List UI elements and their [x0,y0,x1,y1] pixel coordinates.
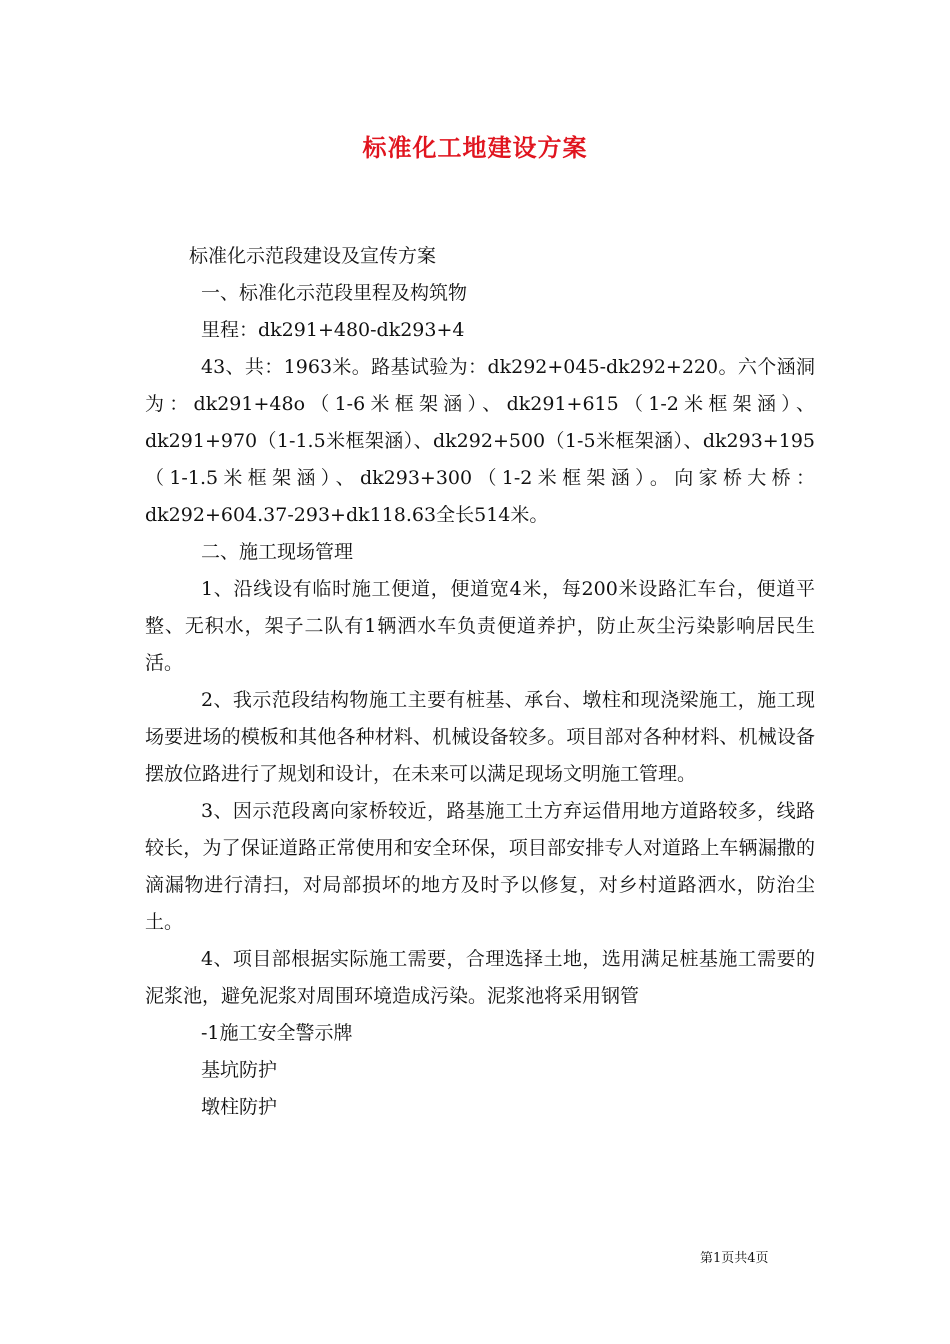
document-title: 标准化工地建设方案 [362,133,588,162]
list-line-warning-sign: -1施工安全警示牌 [201,1022,353,1044]
list-line-pier-protection: 墩柱防护 [201,1096,278,1118]
list-line-pit-protection: 基坑防护 [201,1059,278,1081]
section-heading-1: 一、标准化示范段里程及构筑物 [201,282,468,304]
mileage-line: 里程：dk291+480-dk293+4 [201,319,465,341]
structures-paragraph: 43、共：1963米。路基试验为：dk292+045-dk292+220。六个涵洞为：dk291+48o（1-6米框架涵）、dk291+615（1-2米框架涵）、dk291+970（1-1.5米框架涵）、dk292+500（1-5米框架涵）、dk293+195（1-1.5米框架涵）、dk293+300（1-2米框架涵）。向家桥大桥：dk292+604.37-293+dk118.63全长514米。 [145,356,815,526]
document-body [145,238,815,1126]
subtitle-paragraph: 标准化示范段建设及宣传方案 [189,245,437,267]
item-paragraph-2: 2、我示范段结构物施工主要有桩基、承台、墩柱和现浇梁施工，施工现场要进场的模板和其他各种材料、机械设备较多。项目部对各种材料、机械设备摆放位路进行了规划和设计，在未来可以满足现场文明施工管理。 [145,689,815,785]
section-heading-2: 二、施工现场管理 [201,541,354,563]
item-paragraph-3: 3、因示范段离向家桥较近，路基施工土方弃运借用地方道路较多，线路较长，为了保证道路正常使用和安全环保，项目部安排专人对道路上车辆漏撒的滴漏物进行清扫，对局部损坏的地方及时予以修复，对乡村道路洒水，防治尘土。 [145,800,815,933]
item-paragraph-4: 4、项目部根据实际施工需要，合理选择土地，选用满足桩基施工需要的泥浆池，避免泥浆对周围环境造成污染。泥浆池将采用钢管 [145,948,815,1007]
page-number: 第1页共4页 [700,1251,769,1266]
item-paragraph-1: 1、沿线设有临时施工便道，便道宽4米，每200米设路汇车台，便道平整、无积水，架子二队有1辆洒水车负责便道养护，防止灰尘污染影响居民生活。 [145,578,815,674]
